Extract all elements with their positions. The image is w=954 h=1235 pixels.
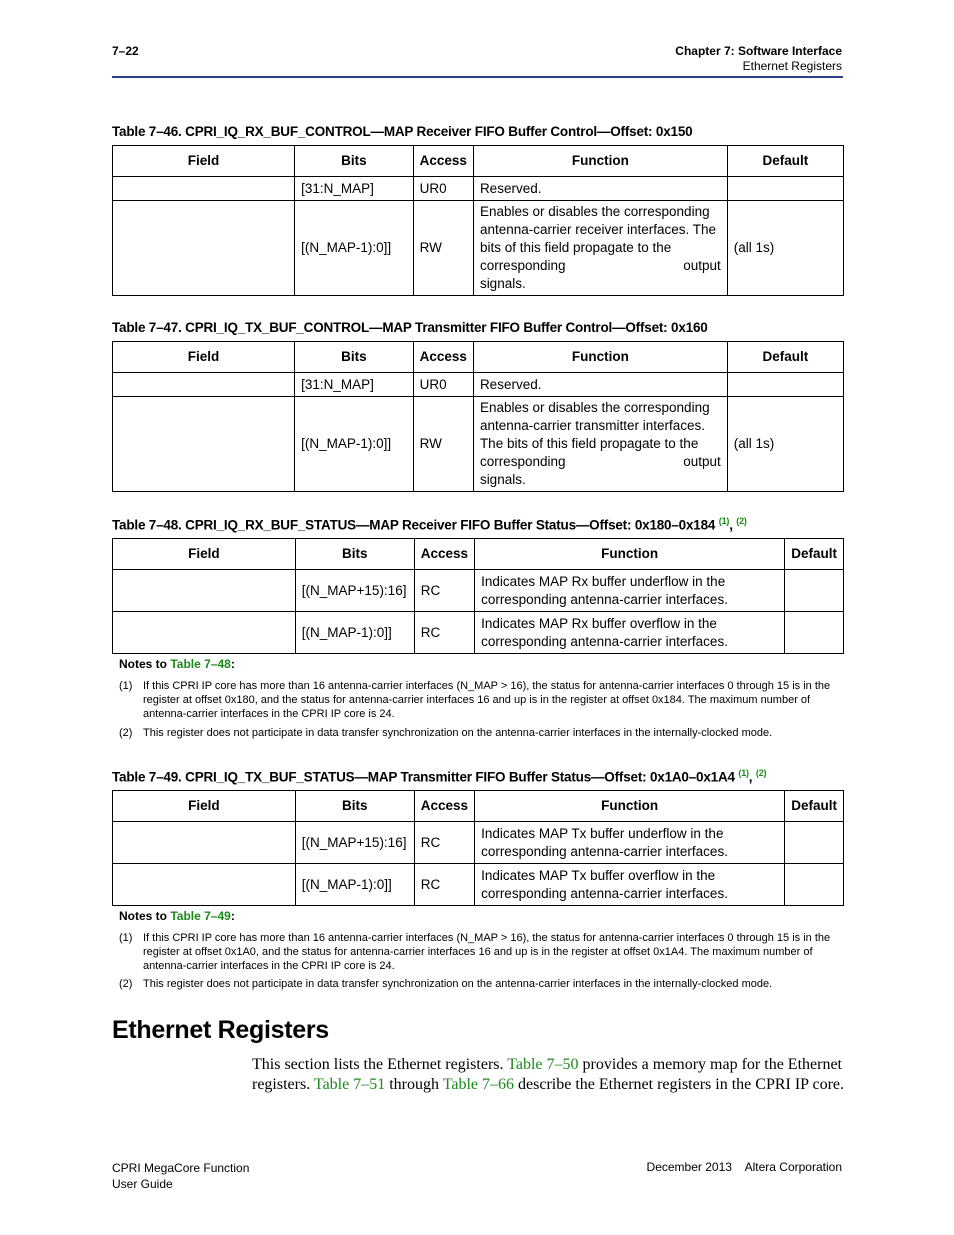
col-default: Default [727,146,843,177]
note-text: This register does not participate in data transfer synchronization on the antenna-carrier interfaces in the internally-clocked mode. [143,727,773,739]
table-47 [112,341,844,492]
note-item [119,679,839,721]
para-text: through [385,1076,443,1093]
cell-access: RC [414,864,474,906]
note-number: (1) [119,932,133,944]
cell-field [113,397,295,492]
cell-function: Reserved. [473,177,727,201]
page-number: 7–22 [112,44,139,58]
table-link[interactable]: Table 7–66 [442,1076,515,1093]
footnote-separator: , [748,769,756,785]
notes-colon: : [230,657,235,671]
table-header-row [113,539,844,570]
cell-function: Indicates MAP Rx buffer overflow in the corresponding antenna-carrier interfaces. [475,612,785,654]
col-function: Function [473,342,727,373]
col-bits: Bits [295,342,414,373]
col-access: Access [414,791,474,822]
col-bits: Bits [295,539,414,570]
cell-field [113,612,296,654]
table-row [113,570,844,612]
section-heading: Ethernet Registers [112,1016,329,1044]
function-text: Enables or disables the corresponding antenna-carrier transmitter interfaces. The bits of this field propagate to the corresponding [479,400,710,469]
note-number: (2) [119,978,133,990]
cell-function: Indicates MAP Tx buffer underflow in the corresponding antenna-carrier interfaces. [475,822,785,864]
notes-label: Notes to [119,657,171,671]
footnote-ref-1[interactable]: (1) [738,768,749,778]
col-field: Field [113,791,296,822]
cell-access: UR0 [413,373,473,397]
section-paragraph [252,1055,844,1095]
cell-function: Reserved. [473,373,727,397]
footer-doc-type: User Guide [112,1177,173,1191]
cell-field [113,864,296,906]
para-text: This section lists the Ethernet registers. [252,1056,508,1073]
col-field: Field [113,342,295,373]
col-function: Function [473,146,727,177]
table-row [113,201,844,296]
footnote-separator: , [729,517,737,533]
cell-default [727,177,843,201]
cell-default: (all 1s) [727,397,843,492]
table-header-row [113,146,844,177]
col-function: Function [475,539,785,570]
note-item [119,977,839,991]
note-text: If this CPRI IP core has more than 16 antenna-carrier interfaces (N_MAP > 16), the status for antenna-carrier interfaces 0 through 15 is in the register at offset 0x180, and the status for antenna-carrier interfaces 16 and up is in the register at offset 0x184. The maximum number of antenna-carrier interfaces in the CPRI IP core is 24. [143,680,831,720]
cell-default [785,570,844,612]
cell-field [113,570,296,612]
cell-access: RC [414,822,474,864]
col-bits: Bits [295,146,414,177]
para-text: provides a memory map for the Ethernet registers. [252,1056,842,1093]
notes-table-link[interactable]: Table 7–49 [170,909,231,923]
cell-default [785,612,844,654]
note-item [119,931,839,973]
cell-bits: [(N_MAP-1):0]] [295,201,414,296]
cell-field [113,201,295,296]
col-access: Access [414,539,474,570]
header-rule [112,76,843,78]
function-tail: output [683,454,721,469]
table-link[interactable]: Table 7–51 [313,1076,386,1093]
cell-field [113,822,296,864]
caption-text: Table 7–48. CPRI_IQ_RX_BUF_STATUS—MAP Receiver FIFO Buffer Status—Offset: 0x180–0x184 [112,517,716,533]
cell-function [473,397,727,492]
cell-bits: [(N_MAP-1):0]] [295,864,414,906]
table-46-caption: Table 7–46. CPRI_IQ_RX_BUF_CONTROL—MAP Receiver FIFO Buffer Control—Offset: 0x150 [112,124,693,139]
table-49 [112,790,844,906]
footer-product: CPRI MegaCore Function [112,1161,250,1175]
cell-access: RC [414,570,474,612]
col-access: Access [413,146,473,177]
table-48 [112,538,844,654]
note-item [119,726,839,740]
footnote-ref-2[interactable]: (2) [736,516,747,526]
table-link[interactable]: Table 7–50 [507,1056,579,1073]
table-header-row [113,791,844,822]
cell-bits: [(N_MAP+15):16] [295,822,414,864]
col-bits: Bits [295,791,414,822]
cell-default: (all 1s) [727,201,843,296]
chapter-title: Chapter 7: Software Interface [675,44,842,58]
table-row [113,612,844,654]
col-function: Function [475,791,785,822]
note-text: If this CPRI IP core has more than 16 antenna-carrier interfaces (N_MAP > 16), the status for antenna-carrier interfaces 0 through 15 is in the register at offset 0x1A0, and the status for antenna-carrier interfaces 16 and up is in the register at offset 0x1A4. The maximum number of antenna-carrier interfaces in the CPRI IP core is 24. [143,932,831,972]
cell-field [113,177,295,201]
cell-function: Indicates MAP Rx buffer underflow in the corresponding antenna-carrier interfaces. [475,570,785,612]
table-row [113,373,844,397]
function-end: signals. [479,276,526,291]
notes-table-link[interactable]: Table 7–48 [170,657,231,671]
table-49-caption [112,768,766,785]
col-default: Default [785,539,844,570]
note-number: (1) [119,680,133,692]
notes-colon: : [230,909,235,923]
table-row [113,822,844,864]
cell-access: UR0 [413,177,473,201]
table-row [113,177,844,201]
running-header [675,44,842,74]
cell-bits: [31:N_MAP] [295,373,414,397]
caption-text: Table 7–49. CPRI_IQ_TX_BUF_STATUS—MAP Transmitter FIFO Buffer Status—Offset: 0x1A0–0x1A4 [112,769,735,785]
footer-right: December 2013 Altera Corporation [646,1160,842,1174]
col-default: Default [727,342,843,373]
footer-left [112,1160,249,1192]
cell-access: RW [413,201,473,296]
cell-bits: [31:N_MAP] [295,177,414,201]
cell-default [785,864,844,906]
notes-label: Notes to [119,909,171,923]
table-header-row [113,342,844,373]
cell-function [473,201,727,296]
table-47-caption: Table 7–47. CPRI_IQ_TX_BUF_CONTROL—MAP Transmitter FIFO Buffer Control—Offset: 0x160 [112,320,708,335]
function-tail: output [683,258,721,273]
note-number: (2) [119,727,133,739]
cell-default [785,822,844,864]
col-field: Field [113,146,295,177]
table-48-caption [112,516,747,533]
cell-access: RC [414,612,474,654]
section-title: Ethernet Registers [742,59,842,73]
cell-function: Indicates MAP Tx buffer overflow in the corresponding antenna-carrier interfaces. [475,864,785,906]
cell-bits: [(N_MAP-1):0]] [295,397,414,492]
footnote-ref-1[interactable]: (1) [718,516,730,526]
cell-field [113,373,295,397]
note-text: This register does not participate in data transfer synchronization on the antenna-carrier interfaces in the internally-clocked mode. [143,978,773,990]
cell-bits: [(N_MAP+15):16] [295,570,414,612]
col-default: Default [785,791,844,822]
para-text: describe the Ethernet registers in the CPRI IP core. [514,1076,845,1093]
function-text: Enables or disables the corresponding antenna-carrier receiver interfaces. The bits of this field propagate to the corresponding [479,204,717,273]
col-field: Field [113,539,296,570]
cell-access: RW [413,397,473,492]
notes-title [119,909,235,923]
cell-bits: [(N_MAP-1):0]] [295,612,414,654]
table-row [113,397,844,492]
table-46 [112,145,844,296]
function-end: signals. [479,472,526,487]
cell-default [727,373,843,397]
col-access: Access [413,342,473,373]
table-row [113,864,844,906]
notes-title [119,657,235,671]
footnote-ref-2[interactable]: (2) [755,768,767,778]
